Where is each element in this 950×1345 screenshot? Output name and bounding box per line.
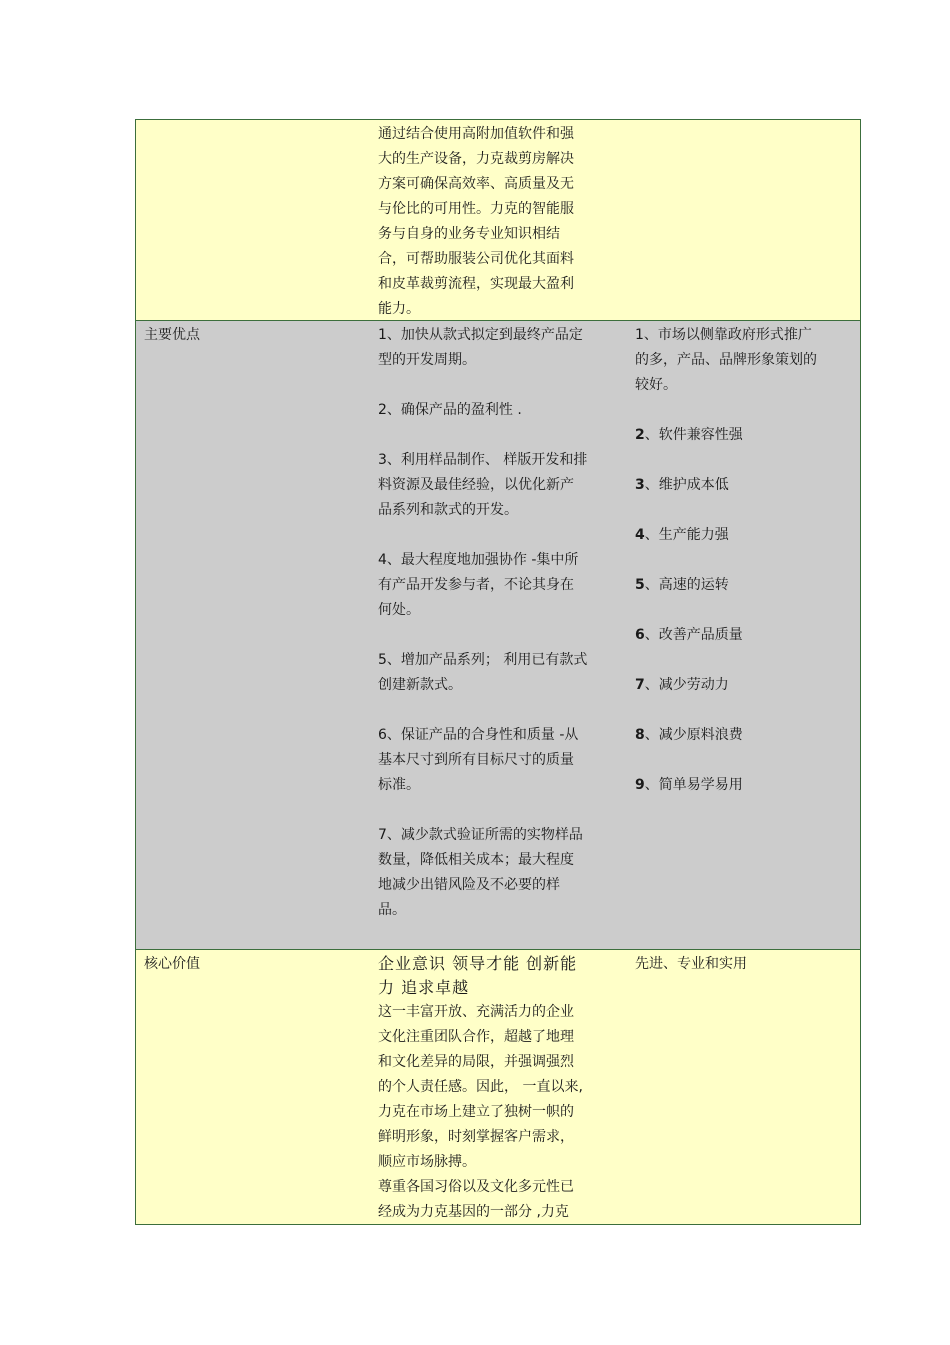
item-number: 5 <box>635 577 645 593</box>
text-line: 品。 <box>378 902 406 918</box>
text-line: 7、减少款式验证所需的实物样品 <box>378 827 583 843</box>
item-number: 9 <box>635 777 645 793</box>
item-number: 4 <box>635 527 645 543</box>
list-item <box>378 548 618 623</box>
text-line: 经成为力克基因的一部分 ,力克 <box>378 1204 569 1220</box>
text-line: 与伦比的可用性。力克的智能服 <box>378 201 574 217</box>
item-number: 6 <box>635 627 645 643</box>
row-label-advantages: 主要优点 <box>144 327 200 343</box>
row-label-core-values: 核心价值 <box>144 956 200 972</box>
table-row <box>136 120 860 320</box>
list-item <box>635 673 855 698</box>
item-text: 、维护成本低 <box>644 477 729 493</box>
text-line: 地减少出错风险及不必要的样 <box>378 877 560 893</box>
text-line: 和文化差异的局限，并强调强烈 <box>378 1054 574 1070</box>
list-item <box>635 773 855 798</box>
text-line: 5、增加产品系列； 利用已有款式 <box>378 652 588 668</box>
text-line: 的个人责任感。因此， 一直以来, <box>378 1079 583 1095</box>
item-text: 、简单易学易用 <box>644 777 743 793</box>
item-number: 2 <box>635 427 645 443</box>
list-item <box>635 523 855 548</box>
table-row <box>136 949 860 1224</box>
core-values-text <box>378 952 618 1225</box>
list-item <box>635 473 855 498</box>
item-text: 、高速的运转 <box>644 577 729 593</box>
list-item <box>378 448 618 523</box>
text-line: 4、最大程度地加强协作 -集中所 <box>378 552 579 568</box>
text-line: 尊重各国习俗以及文化多元性已 <box>378 1179 574 1195</box>
text-line: 有产品开发参与者，不论其身在 <box>378 577 574 593</box>
list-item <box>635 423 855 448</box>
text-line: 务与自身的业务专业知识相结 <box>378 226 560 242</box>
text-line: 方案可确保高效率、高质量及无 <box>378 176 574 192</box>
item-text: 、改善产品质量 <box>644 627 743 643</box>
text-line: 基本尺寸到所有目标尺寸的质量 <box>378 752 574 768</box>
text-line: 数量，降低相关成本；最大程度 <box>378 852 574 868</box>
text-line: 何处。 <box>378 602 420 618</box>
text-line: 较好。 <box>635 377 677 393</box>
list-item <box>378 398 618 423</box>
item-number: 7 <box>635 677 645 693</box>
list-item <box>635 323 855 398</box>
list-item <box>378 823 618 923</box>
list-item <box>378 723 618 798</box>
advantages-list <box>378 323 618 923</box>
text-line: 型的开发周期。 <box>378 352 476 368</box>
features-list <box>635 323 855 798</box>
table-row <box>136 320 860 949</box>
text-line: 1、加快从款式拟定到最终产品定 <box>378 327 583 343</box>
text-line: 大的生产设备，力克裁剪房解决 <box>378 151 574 167</box>
list-item <box>635 623 855 648</box>
text-line: 2、确保产品的盈利性 . <box>378 402 522 418</box>
list-item <box>378 648 618 698</box>
text-line: 合，可帮助服装公司优化其面料 <box>378 251 574 267</box>
text-line: 能力。 <box>378 301 420 317</box>
text-line: 顺应市场脉搏。 <box>378 1154 476 1170</box>
row1-col2 <box>378 122 618 322</box>
text-line: 的多，产品、品牌形象策划的 <box>635 352 817 368</box>
text-line: 3、利用样品制作、 样版开发和排 <box>378 452 588 468</box>
values-heading-line: 企业意识 领导才能 创新能 <box>378 954 578 973</box>
item-text: 、减少原料浪费 <box>644 727 743 743</box>
item-text: 、减少劳动力 <box>644 677 729 693</box>
text-line: 鲜明形象，时刻掌握客户需求， <box>378 1129 574 1145</box>
item-number: 3 <box>635 477 645 493</box>
text-line: 创建新款式。 <box>378 677 462 693</box>
text-line: 标准。 <box>378 777 420 793</box>
core-values-summary: 先进、专业和实用 <box>635 956 747 972</box>
text-line: 文化注重团队合作，超越了地理 <box>378 1029 574 1045</box>
text-line: 品系列和款式的开发。 <box>378 502 518 518</box>
item-text: 、生产能力强 <box>644 527 729 543</box>
list-item <box>635 723 855 748</box>
info-table <box>135 119 861 1225</box>
text-line: 力克在市场上建立了独树一帜的 <box>378 1104 574 1120</box>
text-line: 通过结合使用高附加值软件和强 <box>378 126 574 142</box>
item-text: 、软件兼容性强 <box>644 427 743 443</box>
values-heading-line: 力 追求卓越 <box>378 978 470 997</box>
text-line: 料资源及最佳经验，以优化新产 <box>378 477 574 493</box>
list-item <box>378 323 618 373</box>
text-line: 6、保证产品的合身性和质量 -从 <box>378 727 579 743</box>
text-line: 这一丰富开放、充满活力的企业 <box>378 1004 574 1020</box>
text-line: 1、市场以侧靠政府形式推广 <box>635 327 812 343</box>
text-line: 和皮革裁剪流程，实现最大盈利 <box>378 276 574 292</box>
item-number: 8 <box>635 727 645 743</box>
list-item <box>635 573 855 598</box>
